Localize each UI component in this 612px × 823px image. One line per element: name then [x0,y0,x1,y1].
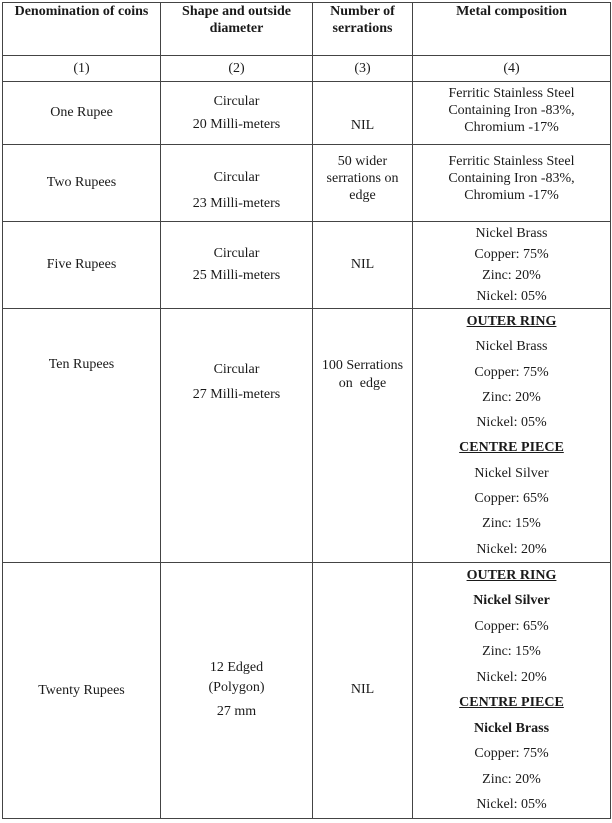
serrations-line: 100 Serrations [321,358,404,373]
shape-line: Circular [213,362,260,377]
serrations-line: edge [349,188,376,203]
composition-line: Copper: 75% [474,364,549,380]
header-shape: Shape and outside diameter [161,3,313,56]
header-denomination: Denomination of coins [3,3,161,56]
composition-cell [413,82,611,145]
composition-cell [413,309,611,563]
shape-cell [161,562,313,818]
shape-line: 27 mm [216,704,257,720]
shape-line: 23 Milli-meters [192,196,281,211]
serrations-line: NIL [350,118,375,133]
composition-line: Containing Iron -83%, [448,171,575,186]
denomination-cell: Two Rupees [3,145,161,222]
serrations-line: NIL [350,682,375,698]
column-number: (4) [413,56,611,82]
serrations-cell [313,82,413,145]
serrations-cell [313,562,413,818]
serrations-line: NIL [350,257,375,272]
centre-piece-heading: CENTRE PIECE [459,440,564,456]
composition-line: Nickel: 20% [476,669,547,685]
serrations-line: serrations on [326,171,399,186]
coin-specification-table [2,2,611,819]
composition-line: Ferritic Stainless Steel [448,154,575,169]
composition-line: Nickel Silver [473,593,550,609]
header-composition: Metal composition [413,3,611,56]
serrations-line: 50 wider [337,154,388,169]
shape-cell [161,222,313,309]
composition-line: Nickel Brass [473,720,550,736]
denomination-cell: Five Rupees [3,222,161,309]
shape-cell [161,145,313,222]
composition-cell [413,145,611,222]
composition-line: Copper: 65% [474,491,549,507]
composition-line: Zinc: 20% [482,268,541,283]
composition-line: Nickel: 05% [476,797,547,813]
table-row [3,562,611,818]
shape-line: 20 Milli-meters [192,117,281,132]
centre-piece-heading: CENTRE PIECE [459,695,564,711]
shape-line: 25 Milli-meters [192,268,281,283]
denomination-cell [3,309,161,563]
composition-line: Ferritic Stainless Steel [448,86,575,101]
shape-line: Circular [213,246,260,261]
composition-line: Chromium -17% [464,188,559,203]
table-row [3,222,611,309]
table-row [3,82,611,145]
composition-line: Copper: 65% [474,618,549,634]
composition-line: Zinc: 20% [482,771,541,787]
column-number-row [3,56,611,82]
composition-line: Nickel: 05% [476,415,547,431]
denomination-cell: Twenty Rupees [3,562,161,818]
shape-line: 12 Edged [209,660,264,676]
shape-line: 27 Milli-meters [192,387,281,402]
header-serrations: Number of serrations [313,3,413,56]
composition-line: Chromium -17% [464,120,559,135]
serrations-cell [313,145,413,222]
serrations-cell [313,309,413,563]
composition-line: Zinc: 15% [482,516,541,532]
header-row [3,3,611,56]
table-row [3,145,611,222]
shape-cell [161,309,313,563]
column-number: (3) [313,56,413,82]
shape-line: Circular [213,170,260,185]
denomination-label: Ten Rupees [48,357,115,372]
column-number: (2) [161,56,313,82]
composition-line: Containing Iron -83%, [448,103,575,118]
outer-ring-heading: OUTER RING [466,567,557,583]
composition-line: Zinc: 15% [482,644,541,660]
serrations-line: on edge [338,376,387,391]
shape-line: Circular [213,94,260,109]
composition-line: Nickel Brass [475,339,548,355]
composition-cell [413,562,611,818]
table-row [3,309,611,563]
composition-line: Nickel Brass [475,226,548,241]
composition-cell [413,222,611,309]
composition-line: Zinc: 20% [482,389,541,405]
composition-line: Nickel Silver [474,465,549,481]
shape-line: (Polygon) [208,680,265,696]
denomination-cell: One Rupee [3,82,161,145]
serrations-cell [313,222,413,309]
composition-line: Copper: 75% [474,247,549,262]
composition-line: Copper: 75% [474,746,549,762]
column-number: (1) [3,56,161,82]
composition-line: Nickel: 20% [476,541,547,557]
shape-cell [161,82,313,145]
outer-ring-heading: OUTER RING [466,314,557,329]
composition-line: Nickel: 05% [476,289,547,304]
